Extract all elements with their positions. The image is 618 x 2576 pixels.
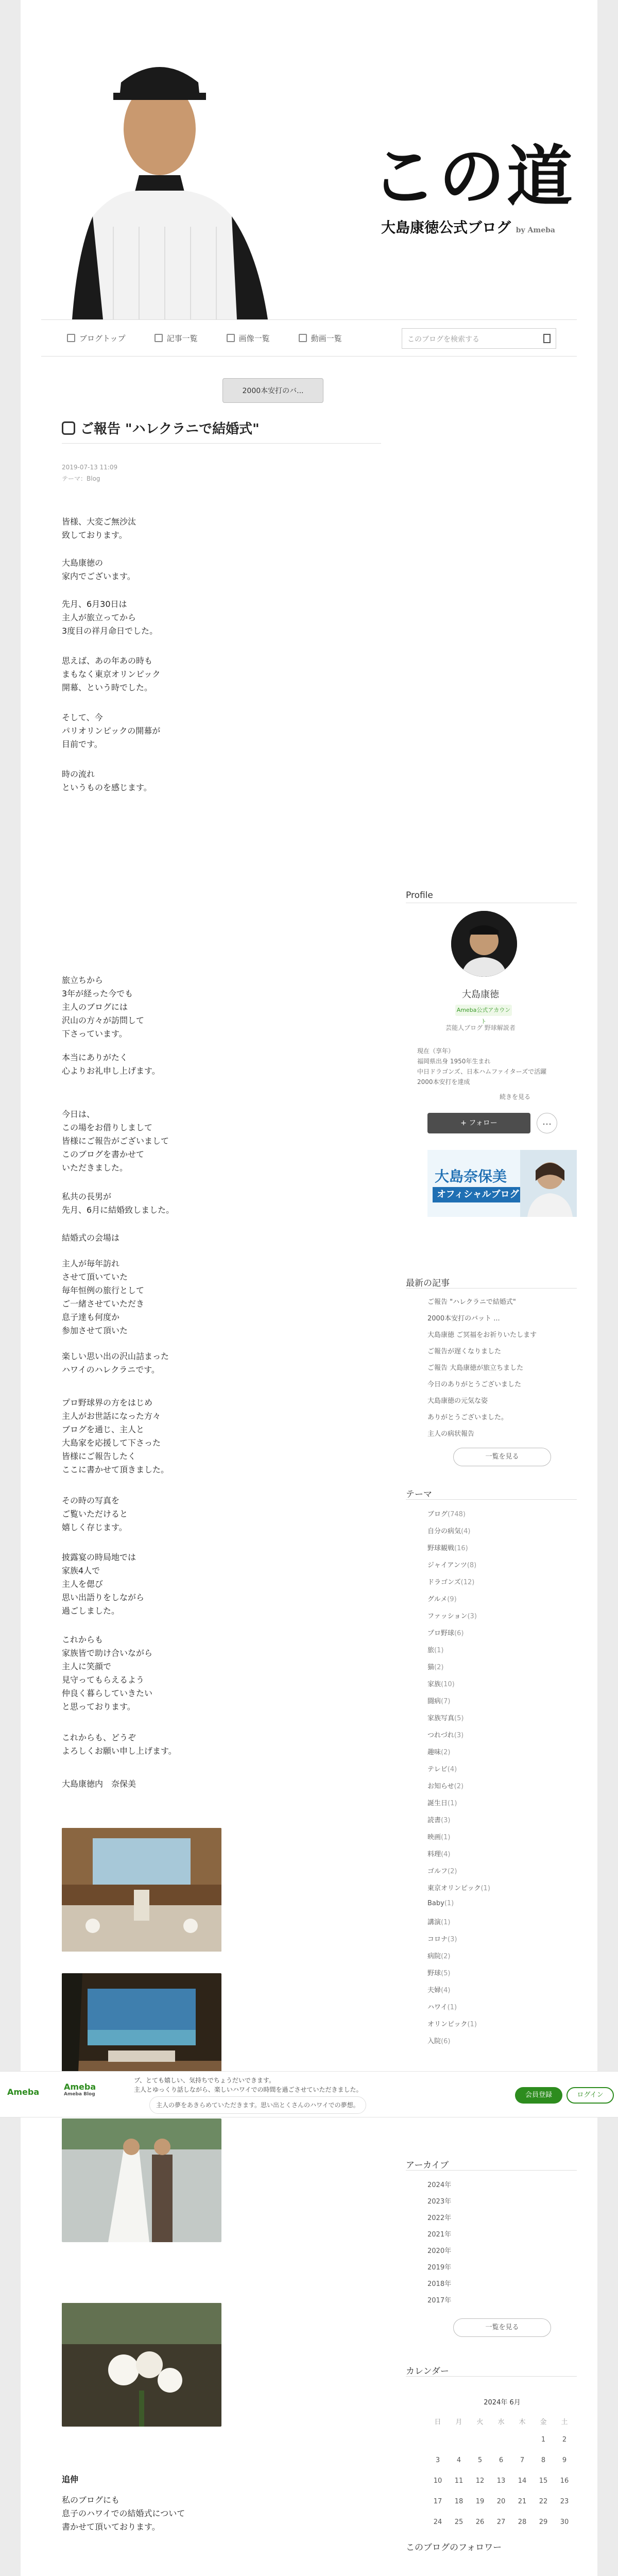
- nav-blog-top[interactable]: [67, 333, 126, 344]
- calendar-day[interactable]: 12: [475, 2477, 485, 2485]
- calendar-day[interactable]: 23: [560, 2498, 569, 2505]
- calendar-day[interactable]: 13: [496, 2477, 506, 2485]
- register-button[interactable]: 会員登録: [515, 2087, 562, 2104]
- theme-item[interactable]: [427, 1917, 450, 1926]
- theme-name: ゴルフ: [427, 1868, 448, 1875]
- theme-name: 闘病: [427, 1698, 441, 1705]
- calendar-day[interactable]: 4: [456, 2456, 461, 2464]
- nav-label: ブログトップ: [79, 333, 126, 343]
- entry-date: 2019-07-13 11:09: [62, 464, 118, 471]
- profile-heading: Profile: [406, 890, 433, 901]
- entry-paragraph: 結婚式の会場は: [62, 1233, 120, 1243]
- theme-count: (10): [441, 1681, 455, 1688]
- theme-item[interactable]: [427, 1662, 443, 1671]
- theme-name: 旅: [427, 1647, 435, 1654]
- profile-name[interactable]: 大島康徳: [462, 989, 499, 1000]
- recent-item[interactable]: 主人の病状報告: [427, 1430, 475, 1438]
- theme-count: (2): [434, 1664, 444, 1671]
- theme-item[interactable]: [427, 1611, 477, 1620]
- banner-title: 大島奈保美: [435, 1168, 507, 1185]
- theme-count: (1): [434, 1647, 444, 1654]
- theme-item[interactable]: [427, 1985, 450, 1994]
- theme-name: 野球観戦: [427, 1545, 455, 1552]
- theme-count: (2): [441, 1749, 451, 1756]
- theme-count: (3): [441, 1817, 451, 1824]
- video-icon: [299, 334, 307, 342]
- calendar-day[interactable]: 24: [433, 2518, 442, 2526]
- theme-name: 家族: [427, 1681, 441, 1688]
- ameba-blog-logo-text: Ameba: [64, 2082, 96, 2092]
- home-icon: [67, 334, 75, 342]
- archive-item[interactable]: 2019年: [427, 2264, 452, 2272]
- theme-item[interactable]: [427, 1764, 457, 1773]
- theme-name: 自分の病気: [427, 1528, 461, 1535]
- recent-item[interactable]: ご報告 "ハレクラニで結婚式": [427, 1298, 516, 1306]
- entry-paragraph: 皆様、大変ご無沙汰 致しております。: [62, 517, 136, 540]
- theme-count: (1): [467, 2021, 477, 2028]
- theme-item[interactable]: [427, 1747, 450, 1756]
- theme-count: (1): [441, 1919, 451, 1926]
- theme-heading: テーマ: [406, 1489, 432, 1500]
- blog-subtitle-text: 大島康徳公式ブログ: [381, 219, 511, 236]
- banner-subtitle: オフィシャルブログ: [433, 1187, 520, 1202]
- theme-name: Baby: [427, 1900, 444, 1907]
- entry-paragraph: 大島康徳内 奈保美: [62, 1779, 136, 1789]
- theme-count: (2): [448, 1868, 457, 1875]
- calendar-day[interactable]: 28: [518, 2518, 527, 2526]
- more-options-button[interactable]: …: [537, 1113, 557, 1133]
- theme-count: (4): [441, 1987, 451, 1994]
- calendar-divider: [406, 2376, 577, 2377]
- theme-item[interactable]: [427, 1900, 454, 1907]
- entry-title-text: ご報告 "ハレクラニで結婚式": [80, 421, 260, 437]
- theme-item[interactable]: [427, 1798, 457, 1807]
- page-main: [21, 0, 597, 2555]
- theme-item[interactable]: [427, 1849, 450, 1858]
- calendar-weekday: 日: [434, 2418, 441, 2426]
- blog-header[interactable]: [41, 21, 577, 319]
- theme-name: オリンピック: [427, 2021, 468, 2028]
- follow-button[interactable]: + フォロー: [427, 1113, 530, 1133]
- theme-count: (2): [454, 1783, 464, 1790]
- theme-count: (7): [441, 1698, 451, 1705]
- ameba-blog-logo[interactable]: [64, 2082, 96, 2097]
- nav-label: 画像一覧: [238, 333, 270, 343]
- recent-item[interactable]: 2000本安打のバット ...: [427, 1315, 500, 1323]
- theme-item[interactable]: [427, 1577, 474, 1586]
- theme-count: (6): [441, 2038, 451, 2045]
- entry-paragraph: 時の流れ というものを感じます。: [62, 769, 152, 792]
- theme-item[interactable]: [427, 1815, 450, 1824]
- archive-item[interactable]: 2023年: [427, 2198, 452, 2206]
- profile-description: 現在（享年） 福岡県出身 1950年生まれ 中日ドラゴンズ、日本ハムファイターズで活躍 2000本安打を達成: [417, 1047, 547, 1086]
- calendar-day[interactable]: 27: [496, 2518, 506, 2526]
- calendar-day[interactable]: 19: [475, 2498, 485, 2505]
- theme-item[interactable]: [427, 1526, 470, 1535]
- theme-item[interactable]: [427, 1730, 464, 1739]
- theme-name: 野球: [427, 1970, 441, 1977]
- followers-heading: このブログのフォロワー: [406, 2543, 502, 2553]
- calendar-weekday: 水: [497, 2418, 505, 2426]
- entry-paragraph: その時の写真を ご覧いただけると 嬉しく存じます。: [62, 1496, 128, 1532]
- archive-item[interactable]: 2020年: [427, 2247, 452, 2255]
- theme-name: プロ野球: [427, 1630, 455, 1637]
- login-button[interactable]: ログイン: [566, 2087, 614, 2104]
- theme-count: (5): [441, 1970, 451, 1977]
- theme-name: 猫: [427, 1664, 435, 1671]
- wedding-photo-couple[interactable]: [62, 2119, 221, 2242]
- blog-subtitle: [381, 216, 555, 237]
- recent-item[interactable]: ご報告 大島康徳が旅立ちました: [427, 1364, 524, 1372]
- entry-paragraph: 思えば、あの年あの時も まもなく東京オリンピック 開幕、という時でした。: [62, 656, 161, 692]
- calendar-weekday: 土: [561, 2418, 568, 2426]
- nav-images[interactable]: [227, 333, 270, 344]
- theme-name: ハワイ: [427, 2004, 448, 2011]
- theme-count: (4): [447, 1766, 457, 1773]
- recent-item[interactable]: 今日のありがとうございました: [427, 1381, 522, 1388]
- archive-divider: [406, 2170, 577, 2171]
- image-icon: [227, 334, 235, 342]
- theme-item[interactable]: [427, 1832, 450, 1841]
- theme-item[interactable]: [427, 1645, 443, 1654]
- theme-count: (12): [460, 1579, 475, 1586]
- ameba-logo[interactable]: Ameba: [7, 2087, 40, 2097]
- calendar-day[interactable]: 7: [520, 2456, 525, 2464]
- theme-item[interactable]: [427, 1866, 457, 1875]
- calendar-day[interactable]: 6: [499, 2456, 504, 2464]
- calendar-heading: カレンダー: [406, 2366, 449, 2377]
- calendar-day[interactable]: 3: [435, 2456, 440, 2464]
- search-placeholder: このブログを検索する: [407, 335, 479, 344]
- calendar-day[interactable]: 9: [562, 2456, 567, 2464]
- theme-name: ブログ: [427, 1511, 448, 1518]
- calendar-day[interactable]: 14: [518, 2477, 527, 2485]
- list-icon: [154, 334, 163, 342]
- calendar-day[interactable]: 2: [562, 2436, 567, 2444]
- wedding-photo-flowers[interactable]: [62, 2303, 221, 2427]
- archive-item[interactable]: 2024年: [427, 2181, 452, 2189]
- theme-name: ジャイアンツ: [427, 1562, 467, 1569]
- theme-item[interactable]: [427, 1509, 466, 1518]
- nav-videos[interactable]: [299, 333, 342, 344]
- entry-paragraph: これからも 家族皆で助け合いながら 主人に笑顔で 見守ってもらえるよう 仲良く暮らしていきたい と思っております。: [62, 1635, 153, 1711]
- page-lower: [21, 2555, 597, 2576]
- entry-paragraph: 今日は、 この場をお借りしまして 皆様にご報告がございまして このブログを書かせて いただきました。: [62, 1109, 169, 1173]
- official-blog-banner[interactable]: [427, 1150, 577, 1217]
- calendar-day[interactable]: 17: [433, 2498, 442, 2505]
- calendar-weekday: 金: [540, 2418, 547, 2426]
- theme-name: 講演: [427, 1919, 441, 1926]
- theme-item[interactable]: [427, 1883, 490, 1892]
- archive-list-button[interactable]: 一覧を見る: [453, 2318, 551, 2337]
- theme-item[interactable]: [427, 1713, 464, 1722]
- calendar-weekday: 火: [476, 2418, 484, 2426]
- profile-kind: 芸能人ブログ 野球解説者: [445, 1024, 516, 1031]
- recent-divider: [406, 1288, 577, 1289]
- entry-ps-text: 私のブログにも 息子のハワイでの結婚式について 書かせて頂いております。: [62, 2495, 185, 2532]
- archive-item[interactable]: 2017年: [427, 2297, 452, 2304]
- prev-entry-button[interactable]: 2000本安打のバ...: [222, 378, 323, 403]
- theme-count: (1): [447, 2004, 457, 2011]
- calendar-day[interactable]: 10: [433, 2477, 442, 2485]
- archive-item[interactable]: 2018年: [427, 2280, 452, 2288]
- theme-count: (2): [441, 1953, 451, 1960]
- global-nav: [41, 319, 577, 357]
- calendar-day[interactable]: 29: [539, 2518, 548, 2526]
- nav-label: 記事一覧: [166, 333, 198, 343]
- theme-name: 料理: [427, 1851, 441, 1858]
- profile-more-link[interactable]: 続きを見る: [500, 1093, 531, 1100]
- entry-divider: [62, 443, 381, 444]
- entry-title[interactable]: [62, 418, 260, 437]
- theme-count: (1): [480, 1885, 490, 1892]
- wedding-photo-venue[interactable]: [62, 1828, 221, 1952]
- theme-name: つれづれ: [427, 1732, 454, 1739]
- header-portrait: [62, 21, 268, 319]
- theme-name: テレビ: [427, 1766, 448, 1773]
- calendar-day[interactable]: 18: [454, 2498, 464, 2505]
- nav-articles[interactable]: [154, 333, 198, 344]
- recent-item[interactable]: ご報告が遅くなりました: [427, 1348, 502, 1355]
- entry-paragraph: 楽しい思い出の沢山詰まった ハワイのハレクラニです。: [62, 1351, 169, 1375]
- theme-name: お知らせ: [427, 1783, 454, 1790]
- theme-divider: [406, 1499, 577, 1500]
- entry-paragraph: 本当にありがたく 心よりお礼申し上げます。: [62, 1053, 160, 1076]
- recent-item[interactable]: 大島康徳の元気な姿: [427, 1397, 488, 1405]
- blog-subtitle-by: by Ameba: [516, 226, 556, 234]
- theme-name: 読書: [427, 1817, 441, 1824]
- theme-count: (8): [467, 1562, 477, 1569]
- entry-ps-heading: 追伸: [62, 2475, 79, 2484]
- theme-item[interactable]: [427, 1679, 455, 1688]
- calendar-month: 2024年 6月: [484, 2399, 521, 2406]
- official-badge: Ameba公式アカウント: [455, 1005, 512, 1016]
- theme-item[interactable]: [427, 1968, 450, 1977]
- theme-item[interactable]: [427, 1560, 476, 1569]
- nav-label: 動画一覧: [311, 333, 342, 343]
- theme-name: グルメ: [427, 1596, 448, 1603]
- blog-title[interactable]: この道: [371, 138, 575, 215]
- archive-heading: アーカイブ: [406, 2160, 449, 2171]
- theme-count: (1): [441, 1834, 451, 1841]
- theme-count: (4): [461, 1528, 471, 1535]
- theme-name: ファッション: [427, 1613, 468, 1620]
- recent-list-button[interactable]: 一覧を見る: [453, 1448, 551, 1466]
- theme-count: (6): [454, 1630, 464, 1637]
- theme-item[interactable]: [427, 2002, 457, 2011]
- theme-count: (5): [454, 1715, 464, 1722]
- ameba-blog-logo-sub: Ameba Blog: [64, 2092, 95, 2097]
- entry-paragraph: そして、今 パリオリンピックの開幕が 目前です。: [62, 713, 161, 749]
- entry-paragraph: 大島康徳の 家内でございます。: [62, 558, 135, 581]
- archive-item[interactable]: 2022年: [427, 2214, 452, 2222]
- calendar-day[interactable]: 5: [477, 2456, 483, 2464]
- theme-name: 東京オリンピック: [427, 1885, 481, 1892]
- floating-preview-text: ブ、とても嬉しい、気持ちでちょうだいできます。 主人とゆっくり話しながら、楽しいハワイでの時間を過ごさせていただきました。: [134, 2077, 363, 2093]
- recent-item[interactable]: ありがとうございました。: [427, 1414, 508, 1421]
- ameba-floating-bar: [0, 2071, 618, 2117]
- theme-item[interactable]: [427, 2019, 477, 2028]
- calendar-day[interactable]: 16: [560, 2477, 569, 2485]
- theme-item[interactable]: [427, 1934, 457, 1943]
- entry-icon: [62, 421, 75, 435]
- theme-name: 入院: [427, 2038, 441, 2045]
- profile-avatar[interactable]: [451, 911, 517, 977]
- calendar-day[interactable]: 26: [475, 2518, 485, 2526]
- calendar-day[interactable]: 30: [560, 2518, 569, 2526]
- theme-item[interactable]: [427, 1594, 457, 1603]
- theme-count: (3): [467, 1613, 477, 1620]
- theme-count: (3): [454, 1732, 464, 1739]
- recent-heading: 最新の記事: [406, 1278, 450, 1289]
- entry-paragraph: 旅立ちから 3年が経った今でも 主人のブログには 沢山の方々が訪問して 下さっています。: [62, 975, 145, 1039]
- theme-name: 趣味: [427, 1749, 441, 1756]
- calendar-day[interactable]: 15: [539, 2477, 548, 2485]
- theme-item[interactable]: [427, 1781, 464, 1790]
- entry-paragraph: 披露宴の時局地では 家族4人で 主人を偲び 思い出語りをしながら 過ごしました。: [62, 1552, 145, 1616]
- theme-count: (748): [448, 1511, 466, 1518]
- theme-count: (1): [448, 1800, 457, 1807]
- theme-item[interactable]: [427, 1628, 464, 1637]
- theme-item[interactable]: [427, 2036, 450, 2045]
- theme-count: (9): [447, 1596, 457, 1603]
- theme-item[interactable]: [427, 1951, 450, 1960]
- calendar-weekday: 月: [455, 2418, 462, 2426]
- archive-item[interactable]: 2021年: [427, 2231, 452, 2239]
- theme-item[interactable]: [427, 1696, 450, 1705]
- theme-item[interactable]: [427, 1543, 468, 1552]
- calendar-day[interactable]: 1: [541, 2436, 546, 2444]
- calendar-day[interactable]: 25: [454, 2518, 464, 2526]
- theme-count: (16): [454, 1545, 468, 1552]
- theme-name: 家族写真: [427, 1715, 455, 1722]
- entry-paragraph: プロ野球界の方をはじめ 主人がお世話になった方々 ブログを通じ、主人と 大島家を応援して下さった 皆様にご報告したく ここに書かせて頂きました。: [62, 1398, 169, 1475]
- theme-count: (1): [444, 1900, 454, 1907]
- banner-portrait: [520, 1150, 577, 1217]
- floating-preview-chip[interactable]: 主人の夢をあきらめていただきます。思い出とくさんのハワイでの夢想。: [149, 2096, 366, 2114]
- theme-name: ドラゴンズ: [427, 1579, 461, 1586]
- theme-count: (4): [441, 1851, 451, 1858]
- theme-name: 映画: [427, 1834, 441, 1841]
- theme-name: 誕生日: [427, 1800, 448, 1807]
- recent-item[interactable]: 大島康徳 ご冥福をお祈りいたします: [427, 1331, 537, 1339]
- calendar-day[interactable]: 21: [518, 2498, 527, 2505]
- theme-name: 夫婦: [427, 1987, 441, 1994]
- calendar-day[interactable]: 20: [496, 2498, 506, 2505]
- calendar-day[interactable]: 8: [541, 2456, 546, 2464]
- search-icon[interactable]: [543, 334, 551, 343]
- calendar-day[interactable]: 22: [539, 2498, 548, 2505]
- entry-paragraph: 私共の長男が 先月、6月に結婚致しました。: [62, 1192, 175, 1215]
- entry-theme[interactable]: テーマ：Blog: [62, 475, 100, 482]
- entry-paragraph: 先月、6月30日は 主人が旅立ってから 3度目の祥月命日でした。: [62, 599, 158, 636]
- calendar-day[interactable]: 11: [454, 2477, 464, 2485]
- theme-name: 病院: [427, 1953, 441, 1960]
- theme-count: (3): [448, 1936, 457, 1943]
- entry-paragraph: これからも、どうぞ よろしくお願い申し上げます。: [62, 1733, 177, 1756]
- blog-search-input[interactable]: [402, 328, 556, 349]
- theme-name: コロナ: [427, 1936, 448, 1943]
- entry-paragraph: 主人が毎年訪れ させて頂いていた 毎年恒例の旅行として ご一緒させていただき 息子達も何度か 参加させて頂いた: [62, 1259, 145, 1335]
- calendar-weekday: 木: [519, 2418, 526, 2426]
